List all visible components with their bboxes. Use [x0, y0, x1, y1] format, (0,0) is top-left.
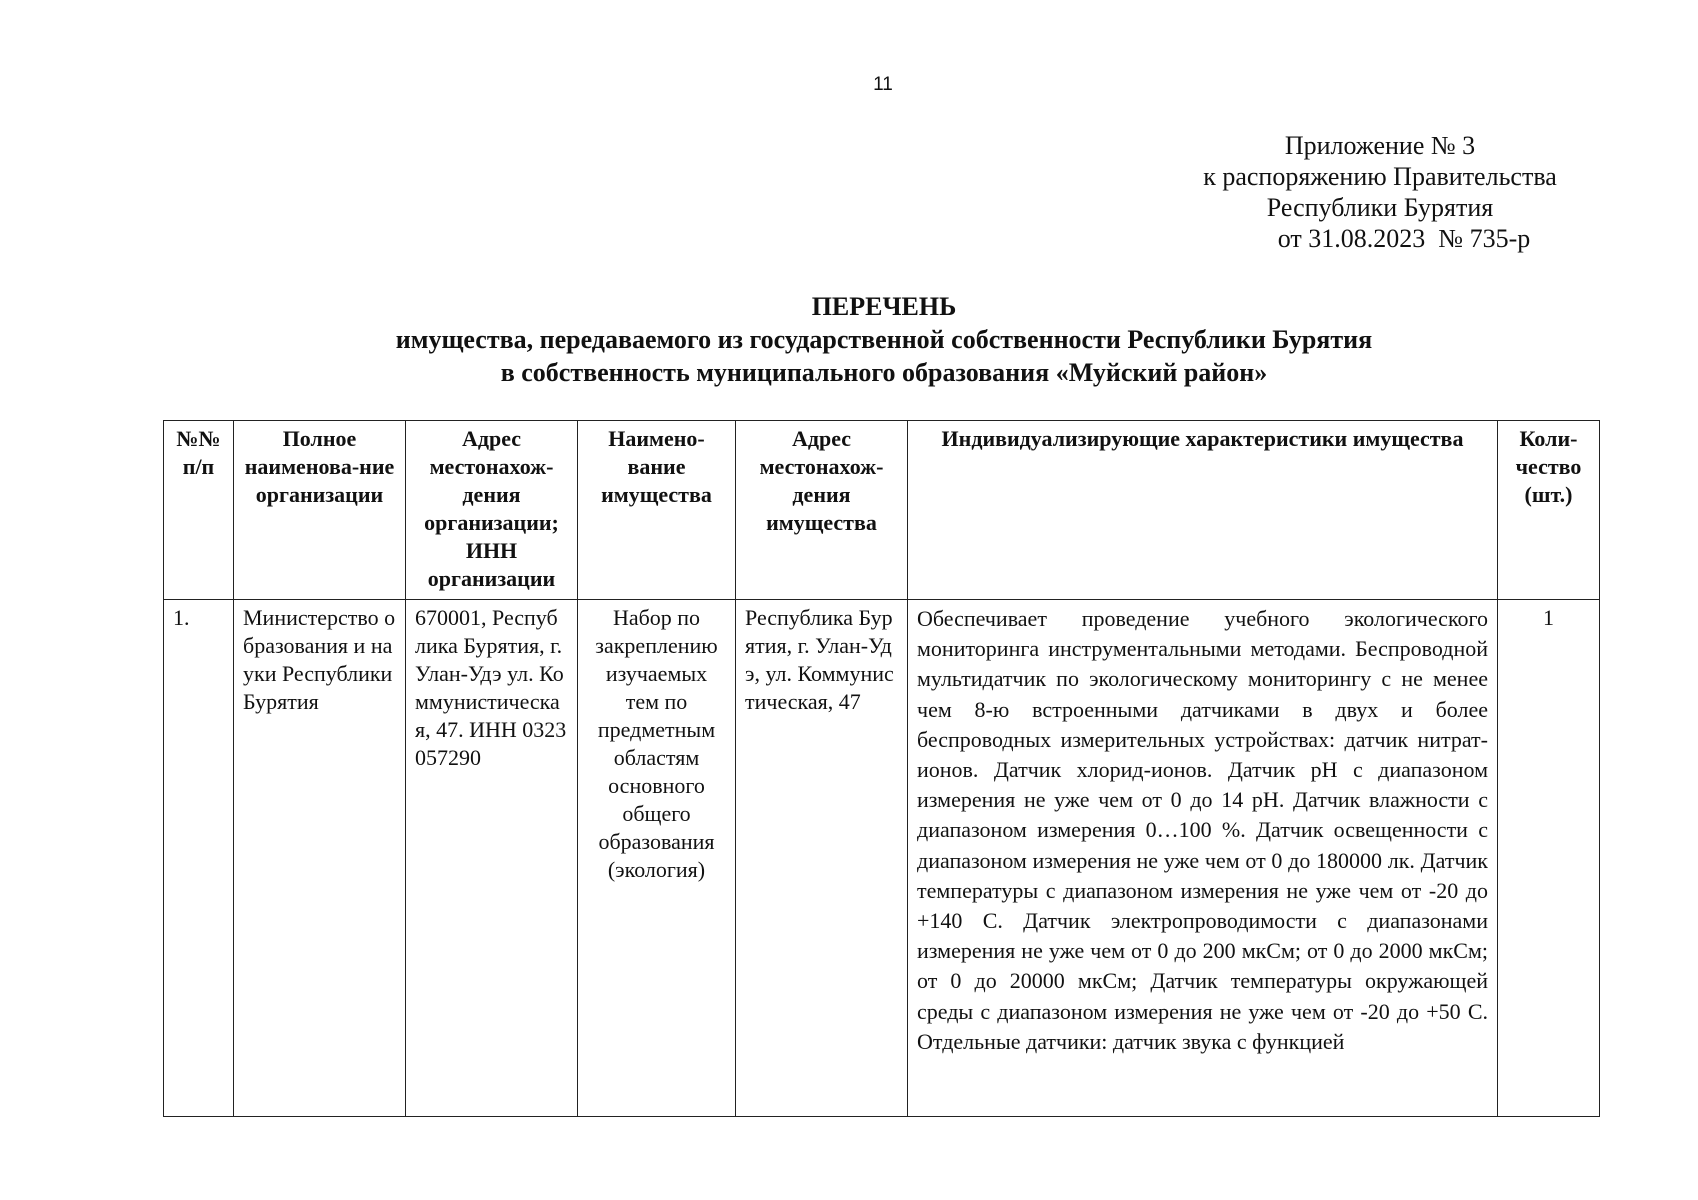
appendix-block	[1160, 130, 1600, 254]
header-quantity: Коли-чество (шт.)	[1498, 421, 1600, 600]
table-row	[164, 600, 1600, 1117]
header-characteristics: Индивидуализирующие характеристики имущества	[908, 421, 1498, 600]
title-line-3: в собственность муниципального образования «Муйский район»	[500, 358, 1268, 387]
header-num: №№ п/п	[164, 421, 234, 600]
document-title	[150, 290, 1618, 389]
cell-characteristics	[908, 600, 1498, 1117]
cell-num: 1.	[164, 600, 234, 1117]
table-header-row	[164, 421, 1600, 600]
title-line-1: ПЕРЕЧЕНЬ	[811, 292, 957, 321]
cell-item-name	[578, 600, 736, 1117]
appendix-line-1: Приложение № 3	[1284, 131, 1476, 160]
header-item-address: Адрес местонахож-дения имущества	[736, 421, 908, 600]
cell-item-address-text: Республика Бурятия, г. Улан-Удэ, ул. Коммунистическая, 47	[745, 605, 894, 714]
cell-org-address	[406, 600, 578, 1117]
cell-org-name-text: Министерство образования и науки Республики Бурятия	[243, 605, 396, 714]
header-org-name: Полное наименова-ние организации	[234, 421, 406, 600]
cell-characteristics-text: Обеспечивает проведение учебного экологического мониторинга инструментальными методами. Беспроводной мультидатчик по экологическому мониторингу с не менее чем 8-ю встроенными датчиками в двух и более беспроводных измерительных устройствах: датчик нитрат-ионов. Датчик хлорид-ионов. Датчик pH с диапазоном измерения не уже чем от 0 до 14 pH. Датчик влажности с диапазоном измерения 0…100 %. Датчик освещенности с диапазоном измерения не уже чем от 0 до 180000 лк. Датчик температуры с диапазоном измерения не уже чем от -20 до +140 С. Датчик электропроводимости с диапазонами измерения не уже чем от 0 до 200 мкСм; от 0 до 2000 мкСм; от 0 до 20000 мкСм; Датчик температуры окружающей среды с диапазоном измерения не уже чем от -20 до +50 С. Отдельные датчики: датчик звука с функцией	[917, 606, 1488, 1054]
cell-item-address	[736, 600, 908, 1117]
property-table	[163, 420, 1600, 1117]
title-line-2: имущества, передаваемого из государственной собственности Республики Бурятия	[395, 325, 1373, 354]
appendix-line-3: Республики Бурятия	[1266, 193, 1494, 222]
cell-item-name-text: Набор по закреплению изучаемых тем по предметным областям основного общего образования (экология)	[595, 605, 718, 882]
cell-org-address-text: 670001, Республика Бурятия, г. Улан-Удэ ул. Коммунистическая, 47. ИНН 0323057290	[415, 605, 567, 770]
page-number: 11	[873, 74, 893, 95]
header-org-address: Адрес местонахож-дения организации; ИНН организации	[406, 421, 578, 600]
appendix-line-2: к распоряжению Правительства	[1203, 162, 1557, 191]
cell-org-name	[234, 600, 406, 1117]
appendix-line-4: от 31.08.2023 № 735-р	[1277, 224, 1531, 253]
header-item-name: Наимено-вание имущества	[578, 421, 736, 600]
cell-quantity: 1	[1498, 600, 1600, 1117]
